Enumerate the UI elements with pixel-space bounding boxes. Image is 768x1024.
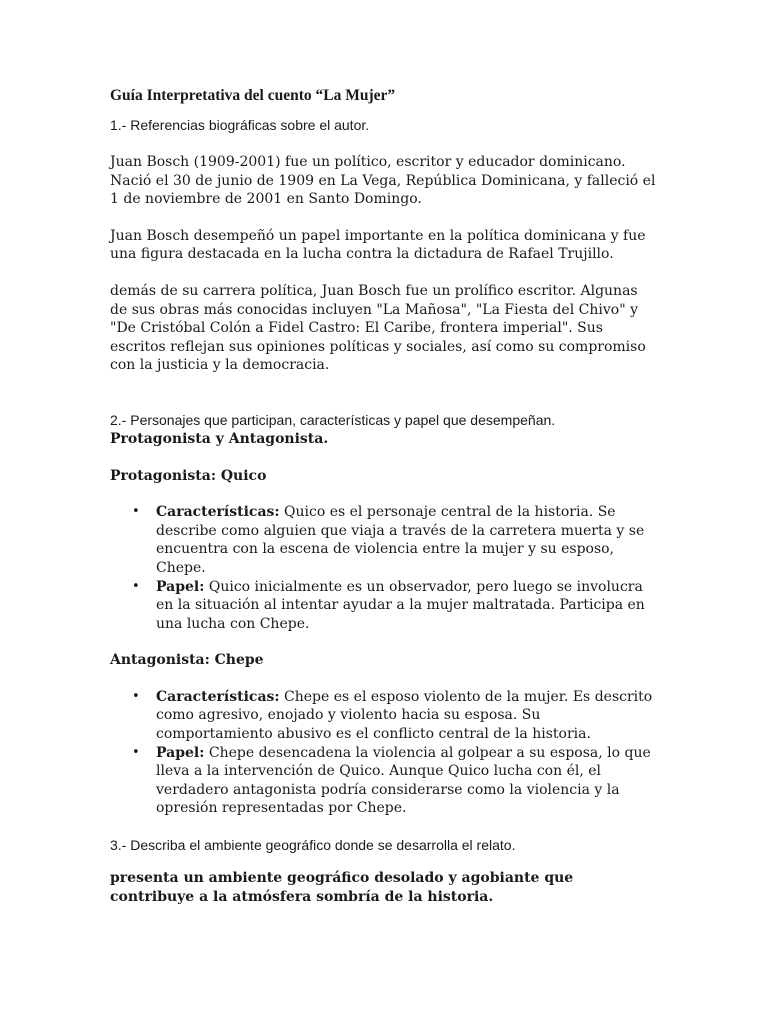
author-bio-paragraph-3: demás de su carrera política, Juan Bosch fue un prolífico escritor. Algunas de sus obras más conocidas incluyen "La Mañosa", "La Fiesta del Chivo" y "De Cristóbal Colón a Fidel Castro: El Caribe, frontera imperial". Sus escritos reflejan sus opiniones políticas y sociales, así como su compromiso con la justicia y la democracia. <box>110 282 646 374</box>
item-label: Papel: <box>156 744 205 761</box>
bullet-icon: • <box>132 504 140 520</box>
section-2-heading: 2.- Personajes que participan, características y papel que desempeñan. <box>110 411 556 428</box>
item-text: Chepe es el esposo violento de la mujer. Es descrito como agresivo, enojado y violento hacia su esposa. Su comportamiento abusivo es el conflicto central de la historia. <box>156 688 653 743</box>
list-item <box>110 688 658 744</box>
spacer <box>110 633 658 651</box>
item-text: Chepe desencadena la violencia al golpear a su esposa, lo que lleva a la intervención de Quico. Aunque Quico lucha con él, el verdadero antagonista podría considerarse como la violencia y la opresión representadas por Chepe. <box>156 744 651 817</box>
item-label: Papel: <box>156 578 205 595</box>
author-bio-paragraph-1: Juan Bosch (1909-2001) fue un político, escritor y educador dominicano. Nació el 30 de junio de 1909 en La Vega, República Dominicana, y falleció el 1 de noviembre de 2001 en Santo Domingo. <box>110 154 656 208</box>
list-item <box>110 744 658 818</box>
item-label: Características: <box>156 688 280 705</box>
spacer <box>110 670 658 688</box>
item-label: Características: <box>156 504 280 521</box>
spacer <box>110 135 658 153</box>
author-bio-paragraph-2: Juan Bosch desempeñó un papel importante en la política dominicana y fue una figura destacada en la lucha contra la dictadura de Rafael Trujillo. <box>110 227 646 263</box>
list-item <box>110 503 658 577</box>
document-title: Guía Interpretativa del cuento “La Mujer” <box>110 87 396 104</box>
environment-answer: presenta un ambiente geográfico desolado y agobiante que contribuye a la atmósfera sombría de la historia. <box>110 870 574 905</box>
protagonist-heading: Protagonista: Quico <box>110 467 267 484</box>
document-page <box>110 86 658 906</box>
spacer <box>110 449 658 467</box>
list-item <box>110 578 658 634</box>
section-3-heading: 3.- Describa el ambiente geográfico donde se desarrolla el relato. <box>110 837 516 854</box>
antagonist-heading: Antagonista: Chepe <box>110 652 264 669</box>
spacer <box>110 264 658 282</box>
item-text: Quico es el personaje central de la historia. Se describe como alguien que viaja a través de la carretera muerta y se encuentra con la escena de violencia entre la mujer y su esposo, Chepe. <box>156 504 645 576</box>
bullet-icon: • <box>132 578 140 594</box>
section-1-heading: 1.- Referencias biográficas sobre el autor. <box>110 117 370 133</box>
spacer <box>110 375 658 411</box>
protagonist-list <box>110 503 658 633</box>
bullet-icon: • <box>132 688 140 704</box>
spacer <box>110 209 658 227</box>
antagonist-list <box>110 688 658 818</box>
spacer <box>110 485 658 503</box>
section-2-subheading: Protagonista y Antagonista. <box>110 430 329 447</box>
spacer <box>110 855 658 869</box>
spacer <box>110 818 658 836</box>
bullet-icon: • <box>132 744 140 760</box>
item-text: Quico inicialmente es un observador, pero luego se involucra en la situación al intentar ayudar a la mujer maltratada. Participa en una lucha con Chepe. <box>156 578 645 632</box>
